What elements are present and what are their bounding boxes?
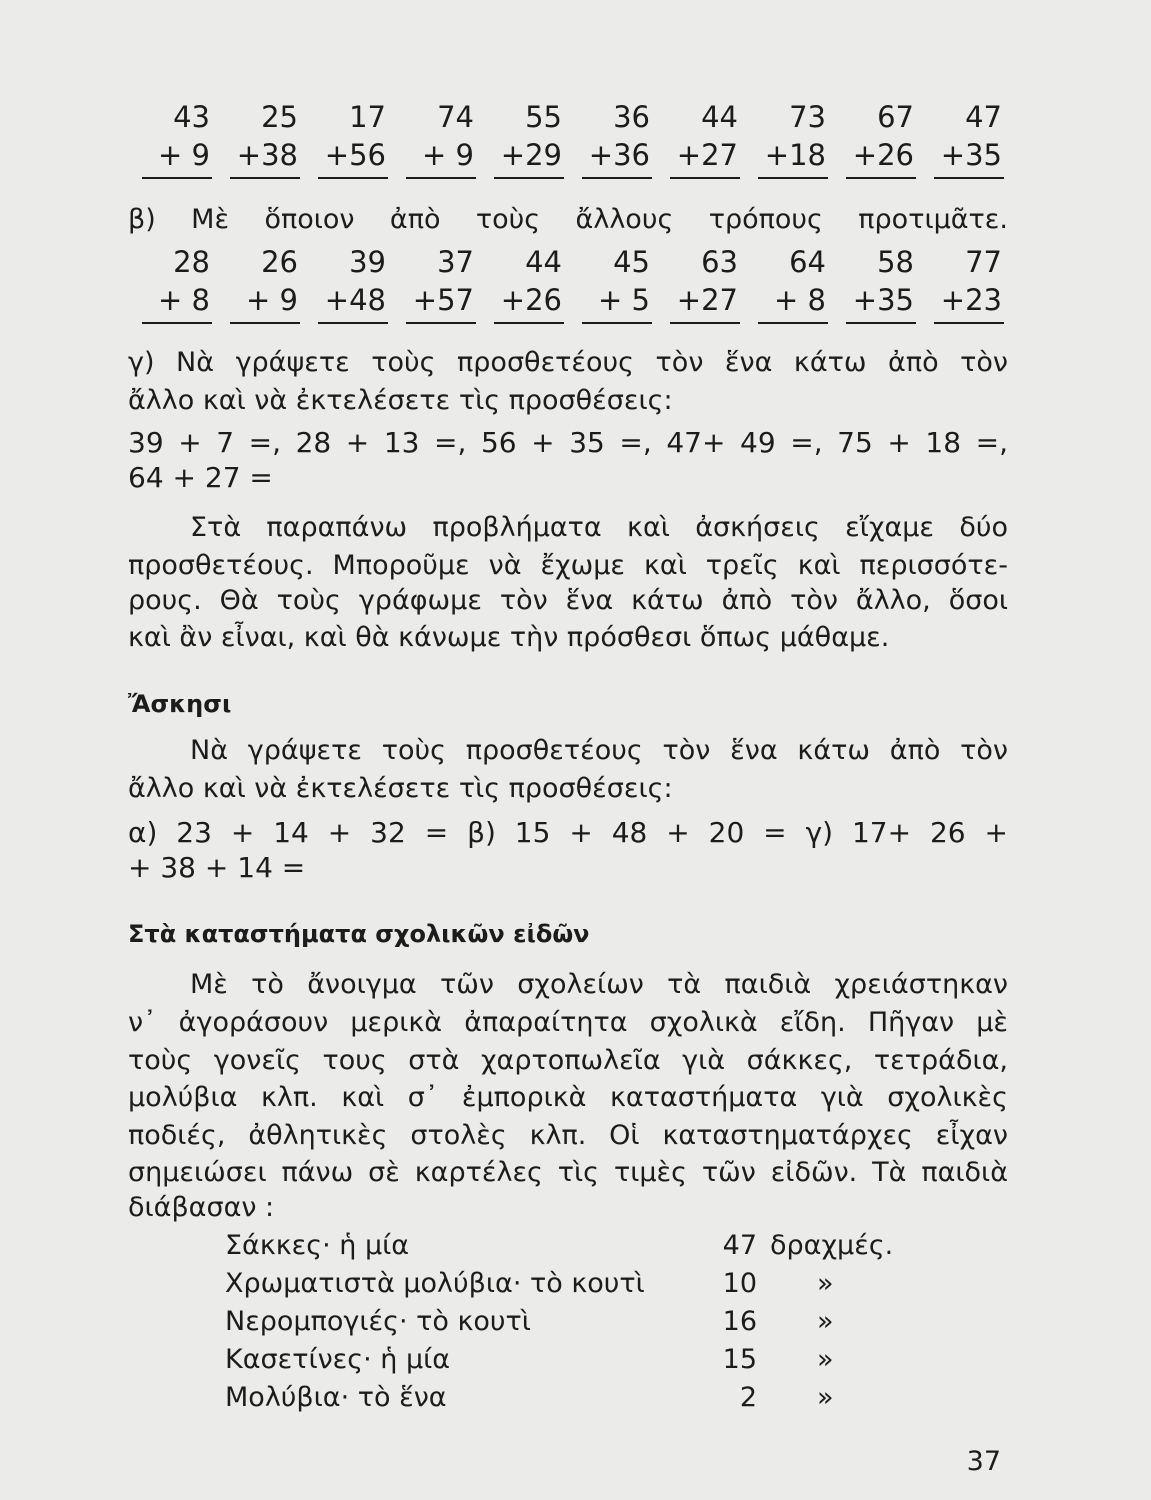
price-unit: δραχμές. — [770, 1230, 894, 1261]
addend-top: 55 — [525, 100, 562, 134]
sum-rule — [934, 322, 1004, 324]
instruction-b: β) Μὲ ὅποιον ἀπὸ τοὺς ἄλλους τρόπους προτιμᾶτε. — [128, 204, 1008, 235]
sum-rule — [230, 322, 300, 324]
addend-bottom: +26 — [500, 283, 562, 317]
shop-line5: ποδιές, ἀθλητικὲς στολὲς κλπ. Οἱ καταστηματάρχες εἶχαν — [128, 1120, 1008, 1151]
shop-line3: τοὺς γονεῖς τους στὰ χαρτοπωλεῖα γιὰ σάκκες, τετράδια, — [128, 1045, 1008, 1076]
price-item: Μολύβια· τὸ ἕνα — [225, 1382, 447, 1413]
instruction-c-line1: γ) Νὰ γράψετε τοὺς προσθετέους τὸν ἕνα κάτω ἀπὸ τὸν — [128, 347, 1008, 378]
addend-bottom: +29 — [500, 138, 562, 172]
addend-bottom: +48 — [324, 283, 386, 317]
addend-top: 63 — [701, 245, 738, 279]
price-unit: » — [817, 1268, 834, 1299]
sum-rule — [142, 177, 212, 179]
sums-line1: 39 + 7 =, 28 + 13 =, 56 + 35 =, 47+ 49 =, 75 + 18 =, — [128, 426, 1008, 459]
addend-top: 26 — [261, 245, 298, 279]
price-item: Νερομπογιές· τὸ κουτὶ — [225, 1306, 531, 1337]
price-value: 47 — [722, 1230, 757, 1261]
shop-heading: Στὰ καταστήματα σχολικῶν εἰδῶν — [128, 920, 590, 948]
sum-rule — [318, 177, 388, 179]
price-item: Χρωματιστὰ μολύβια· τὸ κουτὶ — [225, 1268, 645, 1299]
exercise-heading: Ἄσκησι — [128, 690, 232, 718]
sum-rule — [758, 177, 828, 179]
sum-rule — [494, 177, 564, 179]
sums-line2: 64 + 27 = — [128, 461, 273, 494]
addend-top: 37 — [437, 245, 474, 279]
addend-top: 58 — [877, 245, 914, 279]
addend-bottom: +57 — [412, 283, 474, 317]
addend-top: 73 — [789, 100, 826, 134]
addend-top: 36 — [613, 100, 650, 134]
addend-bottom: + 9 — [246, 283, 298, 317]
shop-line6: σημειώσει πάνω σὲ καρτέλες τὶς τιμὲς τῶν εἰδῶν. Τὰ παιδιὰ — [128, 1157, 1008, 1188]
addend-bottom: +35 — [852, 283, 914, 317]
sum-rule — [846, 177, 916, 179]
addend-bottom: +26 — [852, 138, 914, 172]
addend-top: 67 — [877, 100, 914, 134]
addend-top: 47 — [965, 100, 1002, 134]
shop-line1: Μὲ τὸ ἄνοιγμα τῶν σχολείων τὰ παιδιὰ χρειάστηκαν — [190, 969, 1008, 1000]
exercise-line3: α) 23 + 14 + 32 = β) 15 + 48 + 20 = γ) 17+ 26 + — [128, 816, 1008, 849]
addend-bottom: +35 — [940, 138, 1002, 172]
paragraph-line4: καὶ ἂν εἶναι, καὶ θὰ κάνωμε τὴν πρόσθεσι ὅπως μάθαμε. — [128, 622, 890, 653]
paragraph-line3: ρους. Θὰ τοὺς γράφωμε τὸν ἕνα κάτω ἀπὸ τὸν ἄλλο, ὅσοι — [128, 585, 1008, 616]
price-unit: » — [817, 1344, 834, 1375]
price-unit: » — [817, 1306, 834, 1337]
addend-top: 44 — [701, 100, 738, 134]
addend-bottom: + 9 — [158, 138, 210, 172]
addend-top: 64 — [789, 245, 826, 279]
sum-rule — [670, 177, 740, 179]
exercise-line1: Νὰ γράψετε τοὺς προσθετέους τὸν ἕνα κάτω ἀπὸ τὸν — [190, 735, 1008, 766]
price-item: Κασετίνες· ἡ μία — [225, 1344, 451, 1375]
addend-bottom: +23 — [940, 283, 1002, 317]
addend-bottom: + 9 — [422, 138, 474, 172]
addend-top: 44 — [525, 245, 562, 279]
instruction-c-line2: ἄλλο καὶ νὰ ἐκτελέσετε τὶς προσθέσεις: — [128, 385, 673, 416]
addend-bottom: + 8 — [774, 283, 826, 317]
sum-rule — [406, 322, 476, 324]
addend-top: 28 — [173, 245, 210, 279]
sum-rule — [494, 322, 564, 324]
addend-top: 39 — [349, 245, 386, 279]
addend-top: 74 — [437, 100, 474, 134]
price-value: 2 — [739, 1382, 757, 1413]
price-value: 10 — [722, 1268, 757, 1299]
exercise-line2: ἄλλο καὶ νὰ ἐκτελέσετε τὶς προσθέσεις: — [128, 773, 673, 804]
sum-rule — [230, 177, 300, 179]
shop-line4: μολύβια κλπ. καὶ σ᾿ ἐμπορικὰ καταστήματα γιὰ σχολικὲς — [128, 1082, 1008, 1113]
addend-bottom: +18 — [764, 138, 826, 172]
addend-bottom: +38 — [236, 138, 298, 172]
shop-line7: διάβασαν : — [128, 1192, 275, 1223]
price-item: Σάκκες· ἡ μία — [225, 1230, 410, 1261]
addition-row-b — [138, 245, 1013, 323]
sum-rule — [582, 177, 652, 179]
addend-top: 17 — [349, 100, 386, 134]
addend-bottom: + 5 — [598, 283, 650, 317]
sum-rule — [670, 322, 740, 324]
sum-rule — [142, 322, 212, 324]
price-value: 16 — [722, 1306, 757, 1337]
sum-rule — [582, 322, 652, 324]
addend-bottom: + 8 — [158, 283, 210, 317]
addend-bottom: +27 — [676, 283, 738, 317]
sum-rule — [318, 322, 388, 324]
shop-line2: ν᾿ ἀγοράσουν μερικὰ ἀπαραίτητα σχολικὰ εἴδη. Πῆγαν μὲ — [128, 1007, 1008, 1038]
exercise-line4: + 38 + 14 = — [128, 851, 306, 884]
addend-bottom: +56 — [324, 138, 386, 172]
price-value: 15 — [722, 1344, 757, 1375]
addend-bottom: +36 — [588, 138, 650, 172]
page-number: 37 — [966, 1446, 1001, 1477]
addend-top: 25 — [261, 100, 298, 134]
sum-rule — [846, 322, 916, 324]
addend-bottom: +27 — [676, 138, 738, 172]
sum-rule — [934, 177, 1004, 179]
addend-top: 43 — [173, 100, 210, 134]
addition-row-a — [138, 100, 1013, 178]
price-unit: » — [817, 1382, 834, 1413]
addend-top: 77 — [965, 245, 1002, 279]
paragraph-line1: Στὰ παραπάνω προβλήματα καὶ ἀσκήσεις εἴχαμε δύο — [190, 512, 1008, 543]
paragraph-line2: προσθετέους. Μποροῦμε νὰ ἔχωμε καὶ τρεῖς καὶ περισσότε- — [128, 550, 1008, 581]
sum-rule — [758, 322, 828, 324]
sum-rule — [406, 177, 476, 179]
addend-top: 45 — [613, 245, 650, 279]
